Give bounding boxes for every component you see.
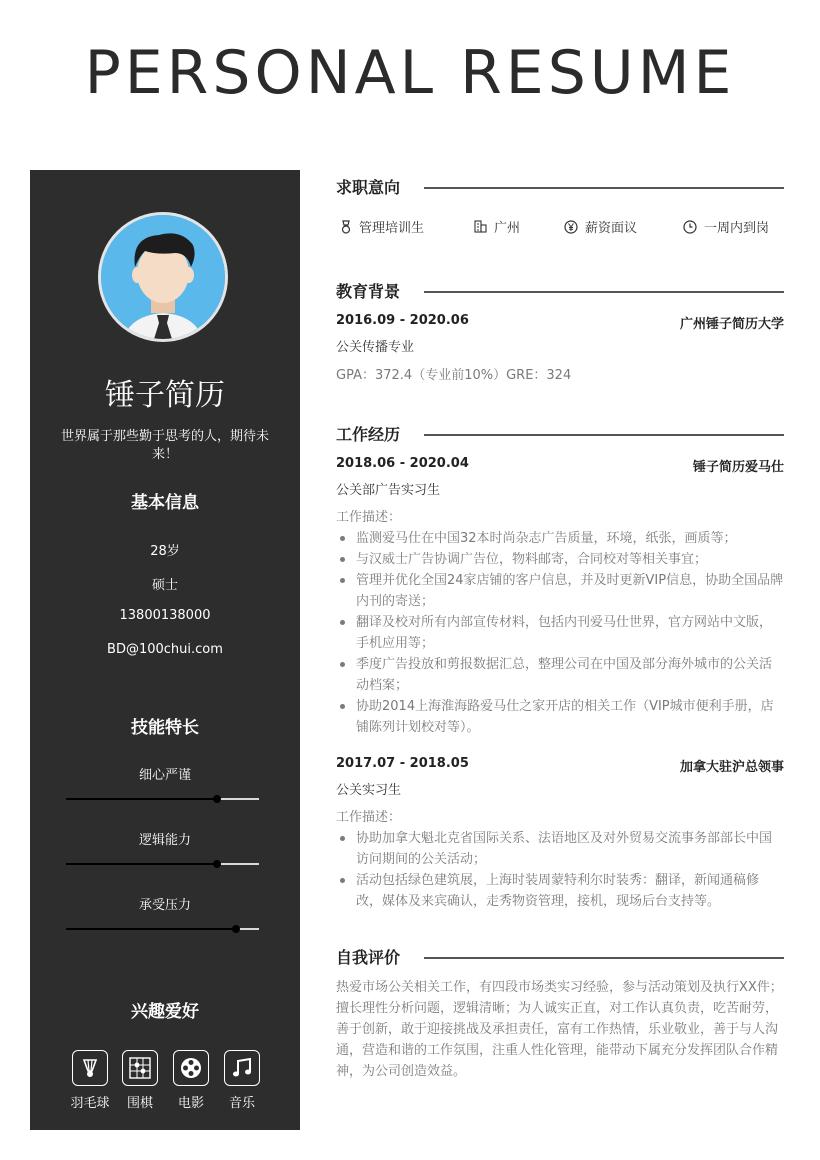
section-divider	[424, 291, 784, 293]
building-icon	[474, 220, 487, 233]
job-period: 2018.06 - 2020.04	[336, 456, 469, 471]
intent-position-text: 管理培训生	[359, 221, 425, 236]
skill-bar-knob	[232, 925, 240, 933]
clock-icon	[683, 220, 697, 234]
page-title: PERSONAL RESUME	[84, 38, 736, 108]
job-role: 公关部广告实习生	[336, 483, 441, 498]
medal-icon	[340, 220, 352, 234]
sidebar	[30, 170, 300, 1130]
section-education	[336, 279, 784, 383]
section-divider	[424, 434, 784, 436]
list-item: 翻译及校对所有内部宣传材料，包括内刊爱马仕世界，官方网站中文版，手机应用等；	[356, 612, 784, 654]
email: BD@100chui.com	[107, 642, 223, 657]
job-desc-label: 工作描述：	[336, 810, 402, 825]
skill-bar-fill	[66, 863, 217, 865]
skill-bar	[66, 798, 259, 800]
job-bullets	[336, 528, 784, 738]
hobby-film	[171, 1050, 211, 1111]
skill-bar-fill	[66, 928, 236, 930]
job-period: 2017.07 - 2018.05	[336, 756, 469, 771]
education-major: 公关传播专业	[336, 340, 415, 355]
yen-icon	[564, 220, 578, 234]
skill-bar	[66, 863, 259, 865]
music-note-icon	[224, 1050, 260, 1086]
section-work	[336, 422, 784, 912]
hobby-music	[222, 1050, 262, 1111]
avatar	[98, 212, 228, 342]
list-item: 协助2014上海淮海路爱马仕之家开店的相关工作（VIP城市便利手册，店铺陈列计划校对等）。	[356, 696, 784, 738]
section-title: 工作经历	[336, 422, 414, 445]
intent-position	[340, 217, 424, 236]
section-title: 求职意向	[336, 175, 414, 198]
profile-motto: 世界属于那些勤于思考的人，期待未来！	[60, 429, 269, 462]
skill-bar-knob	[213, 860, 221, 868]
section-divider	[424, 187, 784, 189]
list-item: 季度广告投放和剪报数据汇总，整理公司在中国及部分海外城市的公关活动档案；	[356, 654, 784, 696]
hobby-go	[120, 1050, 160, 1111]
skill-label: 逻辑能力	[138, 833, 191, 848]
skill-bar-knob	[213, 795, 221, 803]
list-item: 监测爱马仕在中国32本时尚杂志广告质量，环境，纸张，画质等；	[356, 528, 784, 549]
list-item: 活动包括绿色建筑展，上海时装周蒙特利尔时装秀：翻译，新闻通稿修改，媒体及来宾确认，走秀物资管理，接机，现场后台支持等。	[356, 870, 784, 912]
skill-label: 细心严谨	[138, 768, 191, 783]
intent-salary-text: 薪资面议	[585, 221, 638, 236]
education-school: 广州锤子简历大学	[679, 317, 784, 332]
intent-availability	[683, 217, 769, 236]
section-intent	[336, 175, 784, 236]
section-title: 自我评价	[336, 945, 414, 968]
badminton-icon	[72, 1050, 108, 1086]
basic-info-heading: 基本信息	[131, 493, 199, 513]
section-self-eval	[336, 945, 784, 1082]
skills-heading: 技能特长	[131, 718, 199, 738]
job-company: 加拿大驻沪总领事	[679, 760, 784, 775]
job-bullets	[336, 828, 784, 912]
skill-bar	[66, 928, 259, 930]
degree: 硕士	[151, 578, 178, 593]
job-role: 公关实习生	[336, 783, 402, 798]
job-desc-label: 工作描述：	[336, 510, 402, 525]
hobbies-heading: 兴趣爱好	[131, 1002, 199, 1022]
section-title: 教育背景	[336, 279, 414, 302]
education-gpa: GPA：372.4（专业前10%）GRE：324	[336, 368, 572, 383]
hobby-label: 音乐	[228, 1096, 255, 1111]
hobby-label: 羽毛球	[70, 1096, 110, 1111]
intent-city	[474, 217, 520, 236]
intent-availability-text: 一周内到岗	[704, 221, 770, 236]
list-item: 管理并优化全国24家店铺的客户信息，并及时更新VIP信息，协助全国品牌内刊的寄送；	[356, 570, 784, 612]
hobby-badminton	[70, 1050, 110, 1111]
profile-name: 锤子简历	[105, 378, 225, 413]
age: 28岁	[150, 544, 180, 559]
skill-bar-fill	[66, 798, 217, 800]
section-divider	[424, 957, 784, 959]
job-company: 锤子简历爱马仕	[692, 460, 784, 475]
avatar-illustration	[101, 215, 225, 339]
intent-city-text: 广州	[494, 221, 521, 236]
skill-label: 承受压力	[138, 898, 191, 913]
self-eval-text: 热爱市场公关相关工作，有四段市场类实习经验，参与活动策划及执行XX件；擅长理性分析问题，逻辑清晰；为人诚实正直，对工作认真负责，吃苦耐劳，善于创新，敢于迎接挑战及承担责任，富有工作热情，乐业敬业，善于与人沟通，营造和谐的工作氛围，注重人性化管理，能带动下属充分发挥团队合作精神，为公司创造效益。	[336, 980, 783, 1079]
go-board-icon	[122, 1050, 158, 1086]
list-item: 协助加拿大魁北克省国际关系、法语地区及对外贸易交流事务部部长中国访问期间的公关活动；	[356, 828, 784, 870]
hobby-label: 电影	[177, 1096, 204, 1111]
phone: 13800138000	[119, 608, 211, 623]
film-reel-icon	[173, 1050, 209, 1086]
education-period: 2016.09 - 2020.06	[336, 313, 469, 328]
intent-salary	[564, 217, 637, 236]
list-item: 与汉威士广告协调广告位，物料邮寄，合同校对等相关事宜；	[356, 549, 784, 570]
hobby-label: 围棋	[126, 1096, 153, 1111]
